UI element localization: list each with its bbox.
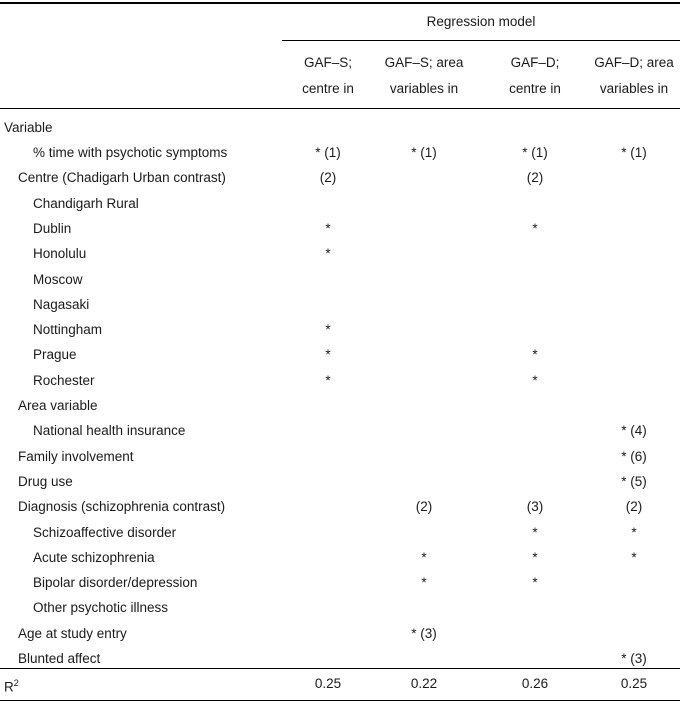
r2-row xyxy=(0,671,680,696)
row-cell-1: * xyxy=(325,347,331,363)
table-row xyxy=(0,418,680,443)
table-row xyxy=(0,444,680,469)
row-cell-2: * (3) xyxy=(411,625,437,641)
table-row xyxy=(0,317,680,342)
row-cell-3: (2) xyxy=(526,170,544,186)
r2-rule xyxy=(0,668,680,669)
row-cell-1: (2) xyxy=(319,170,337,186)
table-row xyxy=(0,241,680,266)
table-row xyxy=(0,292,680,317)
row-label: Drug use xyxy=(18,473,73,489)
row-cell-3: * xyxy=(532,524,538,540)
row-label: Area variable xyxy=(18,398,98,413)
row-label: Dublin xyxy=(33,220,72,236)
column-header-2: GAF–S; area variables in xyxy=(384,55,464,96)
row-label: Schizoaffective disorder xyxy=(33,524,177,540)
row-label: Diagnosis (schizophrenia contrast) xyxy=(18,499,226,515)
r2-cell-3: 0.26 xyxy=(521,676,549,691)
row-cell-1: * xyxy=(325,220,331,236)
row-cell-4: * (3) xyxy=(621,651,647,666)
row-label: National health insurance xyxy=(33,423,186,439)
table-row xyxy=(0,545,680,570)
row-cell-1: * xyxy=(325,322,331,338)
r2-cell-4: 0.25 xyxy=(620,676,648,691)
row-label: Age at study entry xyxy=(18,625,127,641)
row-cell-4: * xyxy=(631,524,637,540)
row-cell-4: * (1) xyxy=(621,145,647,160)
table-row xyxy=(0,191,680,216)
row-label: Prague xyxy=(33,347,77,363)
row-cell-3: * xyxy=(532,575,538,591)
row-cell-3: * xyxy=(532,549,538,565)
row-label: Nottingham xyxy=(33,322,103,338)
group-header: Regression model xyxy=(426,14,536,29)
table-row xyxy=(0,621,680,646)
table-row xyxy=(0,595,680,620)
row-cell-4: * (6) xyxy=(621,448,647,464)
row-label: Chandigarh Rural xyxy=(33,195,139,211)
table-row xyxy=(0,342,680,367)
row-cell-2: * xyxy=(421,549,427,565)
table-row xyxy=(0,140,680,165)
stub-header-row xyxy=(0,115,680,140)
column-header-1: GAF–S; centre in xyxy=(302,55,354,96)
r2-cell-2: 0.22 xyxy=(410,676,438,691)
table-row xyxy=(0,494,680,519)
row-label: Acute schizophrenia xyxy=(33,549,155,565)
row-cell-1: * xyxy=(325,246,331,262)
table-row xyxy=(0,469,680,494)
table-row xyxy=(0,368,680,393)
row-cell-4: (2) xyxy=(625,499,643,515)
bottom-rule xyxy=(0,700,680,701)
row-cell-2: * xyxy=(421,575,427,591)
row-cell-3: * xyxy=(532,372,538,388)
row-label: Family involvement xyxy=(18,448,134,464)
top-rule xyxy=(0,2,680,4)
r2-label: $R^2$ xyxy=(4,678,19,695)
row-label: Other psychotic illness xyxy=(33,600,169,616)
row-label: Nagasaki xyxy=(33,296,90,312)
row-cell-3: * xyxy=(532,347,538,363)
row-label: Honolulu xyxy=(33,246,87,262)
row-label: Centre (Chadigarh Urban contrast) xyxy=(18,170,226,186)
row-cell-3: * xyxy=(532,220,538,236)
row-cell-1: * xyxy=(325,372,331,388)
table-row xyxy=(0,520,680,545)
stub-header: Variable xyxy=(4,120,53,135)
column-header-4: GAF–D; area variables in xyxy=(594,55,674,96)
table-row xyxy=(0,216,680,241)
row-cell-3: * (1) xyxy=(522,145,548,160)
row-cell-4: * (4) xyxy=(621,423,647,439)
row-label: % time with psychotic symptoms xyxy=(33,145,228,160)
column-header-3: GAF–D; centre in xyxy=(509,55,561,96)
row-cell-1: * (1) xyxy=(315,145,341,160)
row-cell-3: (3) xyxy=(526,499,544,515)
table-row xyxy=(0,267,680,292)
row-cell-4: * (5) xyxy=(621,473,647,489)
row-label: Blunted affect xyxy=(18,651,101,666)
row-cell-2: (2) xyxy=(415,499,433,515)
table-row xyxy=(0,570,680,595)
table-row xyxy=(0,165,680,190)
row-cell-2: * (1) xyxy=(411,145,437,160)
row-cell-4: * xyxy=(631,549,637,565)
r2-cell-1: 0.25 xyxy=(314,676,342,691)
header-rule xyxy=(0,108,680,109)
row-label: Bipolar disorder/depression xyxy=(33,575,198,591)
table-row xyxy=(0,393,680,418)
group-header-rule xyxy=(282,40,680,41)
row-label: Rochester xyxy=(33,372,95,388)
row-label: Moscow xyxy=(33,271,83,287)
